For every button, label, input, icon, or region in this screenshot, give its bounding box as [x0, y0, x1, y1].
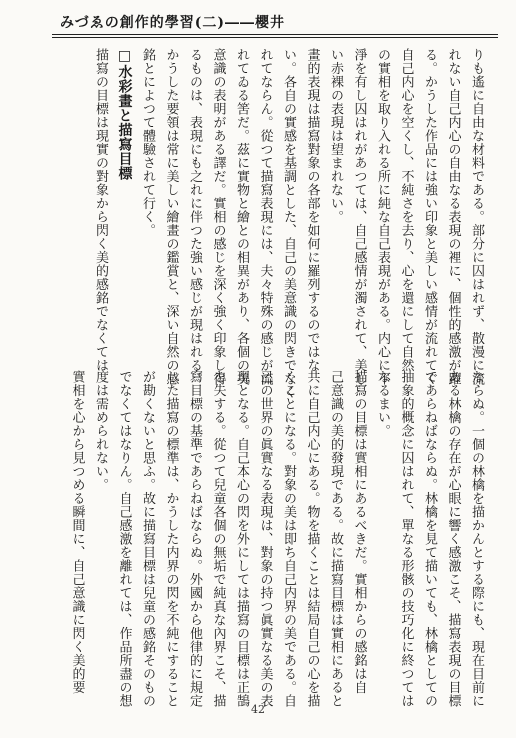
section-heading: □水彩畫と描寫目標 [116, 48, 133, 181]
text-column: 寫目標の基準であらねばならぬ。外國から他律的に規定 [187, 370, 202, 708]
text-column: でなくてはなりん。自己感激を離れては、作品所盡の想 [116, 370, 132, 708]
page-number: 42 [251, 703, 265, 716]
text-column: 己の世界の眞實なる表現は、對象の持つ眞實なる美の表 [257, 370, 273, 708]
text-column: い。各自の實感を基調とした、自己の美意識の閃きでなく [281, 48, 296, 399]
text-column: 畫的表現は描寫對象の各部を如何に羅列するのではな [304, 48, 320, 372]
text-column: 意識の表明がある譯だ。實相の感じを深く強く印象し得 [210, 48, 226, 386]
text-column: 淨を有し囚はれがあつては、自己感情が濁されて、美し [351, 48, 367, 386]
text-column: くことになる。對象の美は即ち自己内界の美である。自 [281, 370, 296, 708]
text-column: 實相を心から見つめる瞬間に、自己意識に閃く美的要 [69, 370, 85, 694]
text-column: を失する。從つて兒童各個の無垢で純真な內界こそ、描 [210, 370, 226, 708]
text-column: 現となる。自己本心の閃を外にしては描寫の目標は正鵠 [234, 370, 249, 708]
text-column: ならぬ。一個の林檎を描かんとする際にも、現在目前に [469, 370, 484, 708]
running-header: みづゑの創作的學習(二)――櫻井 [60, 15, 285, 31]
text-column: る。かうした作品には強い印象と美しい感情が流れてく [422, 48, 437, 386]
text-column: 抽象的概念に囚はれて、單なる形骸の技巧化に終つては [398, 370, 414, 708]
text-column: 描寫の目標は現實の對象から閃く美的感銘でなくては [93, 48, 108, 372]
text-column: るものは、表現にも之れに伴つた強い感じが現はれる。 [187, 48, 202, 386]
upper-text-block [38, 48, 488, 399]
text-column: ある林檎の存在が心眼に響く感激こそ、描寫表現の目標 [445, 370, 461, 708]
text-column: れてならん。從つて描寫表現には、夫々特殊の感じが流 [257, 48, 273, 386]
text-column: かうした要領は常に美しい繪畫の鑑賞と、深い自然の感 [163, 48, 179, 386]
text-column: 自己内心を空くし、不純さを去り、心を還にして自然 [398, 48, 414, 372]
text-column: が勘くないと思ふ。故に描寫目標は兒童の感銘そのもの [140, 370, 155, 708]
text-column: 銘とによつて體驗されて行く。 [140, 48, 155, 237]
text-column: なるまい。 [375, 370, 390, 438]
header-rule-double [52, 37, 498, 38]
text-column: れてゐる筈だ。茲に實物と繪との相異があり、各個の美 [234, 48, 249, 386]
text-column: の實相を取り入れる所に純な自己表現がある。内心に不 [375, 48, 390, 386]
text-column: りも遙に自由な材料である。部分に囚はれず、散漫に流 [469, 48, 484, 386]
text-column: 度は需められない。 [93, 370, 108, 492]
lower-text-block [38, 370, 488, 708]
header-rule [52, 34, 498, 35]
text-column: 共に自己内心にある。物を描くことは結局自己の心を描 [304, 370, 320, 708]
text-column: した描寫の標準は、かうした内界の閃を不純にすること [163, 370, 179, 708]
text-column: 己意識の美的發現である。故に描寫目標は實相にあると [328, 370, 343, 708]
text-column: であらねばならぬ。林檎を見て描いても、林檎としての [422, 370, 437, 708]
text-column: い赤裸の表現は望まれない。 [328, 48, 343, 224]
text-column: れない自己内心の自由なる表現の裡に、個性的感激が躍 [445, 48, 461, 386]
text-column: 描寫の目標は實相にあるべきだ。實相からの感銘は自 [351, 370, 367, 694]
